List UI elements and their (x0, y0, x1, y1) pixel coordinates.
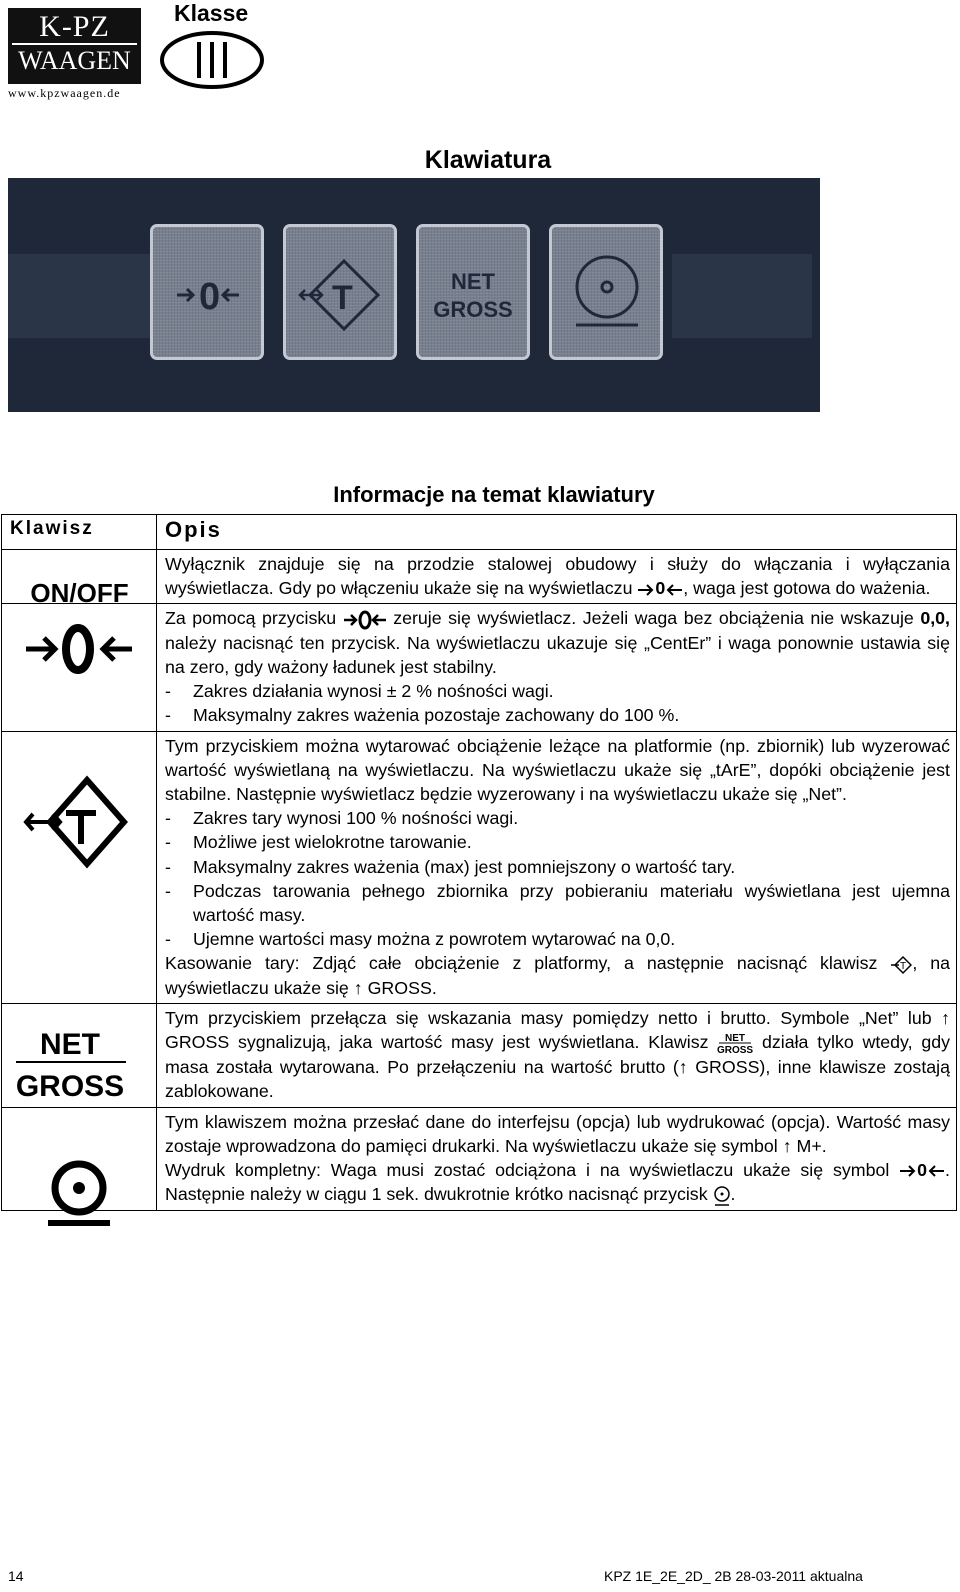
text: M+. (791, 1135, 827, 1156)
list-item (165, 879, 950, 927)
paragraph (165, 1158, 950, 1207)
stable-arrow-symbol: ↑ (941, 1007, 950, 1028)
list-text: Możliwe jest wielokrotne tarowanie. (193, 832, 472, 853)
list-text: Maksymalny zakres ważenia pozostaje zachowany do 100 %. (193, 705, 680, 726)
onoff-label: ON/OFF (30, 578, 129, 608)
zero-arrows-icon (2, 604, 157, 714)
table-row (2, 550, 957, 604)
svg-text:NET: NET (451, 269, 495, 294)
key-cell-net-gross (2, 1003, 157, 1107)
bullet: - (165, 808, 171, 829)
list-text: Zakres działania wynosi ± 2 % nośności wagi. (193, 681, 554, 702)
bullet: - (165, 832, 171, 853)
svg-text:0: 0 (199, 276, 221, 318)
list-item (165, 679, 950, 703)
key-cell-onoff (2, 550, 157, 608)
logo-url: www.kpzwaagen.de (8, 86, 121, 100)
klasse-iii-icon (160, 0, 270, 92)
text: , na wyświetlaczu ukaże się (165, 953, 950, 998)
text: GROSS sygnalizują, jaka wartość masy jest wyświetlana. Klawisz (165, 1031, 718, 1052)
svg-text:T: T (900, 960, 907, 972)
text: działa tylko wtedy, gdy masa została wytarowana. Po przełączeniu na wartość brutto ( (165, 1031, 950, 1078)
paragraph: Tym przyciskiem można wytarować obciążenie leżące na platformie (np. zbiornik) lub wyzerować wartość wyświetlaną na wyświetlaczu. Na wyświetlaczu ukaże się „tArE”, dopóki obciążenie jest stabilne. Następnie wyświetlacz będzie wyzerowany i na wyświetlaczu ukaże się „Net”. (165, 735, 950, 804)
tare-diamond-icon (2, 732, 157, 1022)
text: Kasowanie tary: Zdjąć całe obciążenie z platformy, a następnie nacisnąć klawisz (165, 953, 891, 974)
list-text: Podczas tarowania pełnego zbiornika przy pobieraniu materiału wyświetlana jest ujemna wartość masy. (193, 880, 950, 925)
table-row (2, 1107, 957, 1210)
desc-cell-tare (157, 731, 957, 1003)
svg-text:GROSS: GROSS (433, 297, 513, 322)
list-text: Zakres tary wynosi 100 % nośności wagi. (193, 808, 519, 829)
paragraph (165, 951, 950, 999)
text: Wyłącznik znajduje się na przodzie stalowej obudowy i służy do włączania i wyłączania wyświetlacza. Gdy po włączeniu ukaże się na wyświetlaczu (165, 554, 950, 599)
stable-arrow-symbol: ↑ (353, 977, 363, 998)
left-arrow-icon (665, 583, 683, 597)
page-number: 14 (8, 1568, 24, 1584)
table-row (2, 1003, 957, 1107)
bold-value: 0,0, (920, 608, 950, 629)
paragraph (165, 552, 950, 600)
net-gross-icon (2, 1004, 157, 1104)
svg-text:GROSS: GROSS (717, 1045, 754, 1056)
list-item (165, 855, 950, 879)
text: Tym klawiszem można przesłać dane do interfejsu (opcja) lub wydrukować (opcja). Wartość masy zostaje wprowadzona do pamięci drukarki. Na wyświetlaczu ukaże się symbol (165, 1111, 950, 1156)
doc-reference: KPZ 1E_2E_2D_ 2B 28-03-2011 aktualna (604, 1568, 863, 1584)
bullet: - (165, 929, 171, 950)
left-arrow-icon (927, 1164, 945, 1178)
kpz-waagen-logo (8, 0, 141, 100)
desc-cell-net-gross (157, 1003, 957, 1107)
key-cell-tare (2, 731, 157, 1003)
bullet: - (165, 705, 171, 726)
table-row (2, 604, 957, 731)
text: GROSS. (362, 977, 437, 998)
desc-cell-zero (157, 604, 957, 731)
text: należy nacisnąć ten przycisk. Na wyświetlaczu ukazuje się „CentEr” i waga ponownie ustawia się na zero, gdy ważony ładunek jest stabilny. (165, 632, 950, 677)
net-gross-icon (419, 227, 527, 357)
list-item (165, 703, 950, 727)
text: Tym przyciskiem przełącza się wskazania masy pomiędzy netto i brutto. Symbole „Net” lub (165, 1007, 942, 1028)
list-item (165, 927, 950, 951)
klasse-label: Klasse (174, 0, 249, 26)
stable-arrow-symbol: ↑ (782, 1135, 792, 1156)
net-gross-icon (717, 1031, 753, 1055)
key-cell-zero (2, 604, 157, 731)
right-arrow-icon (899, 1164, 917, 1178)
print-circle-icon (713, 1185, 731, 1207)
right-arrow-icon (637, 583, 655, 597)
keyboard-info-table (1, 514, 957, 1211)
print-key[interactable] (549, 224, 663, 360)
text: GROSS), inne klawisze zostają zablokowane. (165, 1057, 950, 1102)
zero-key[interactable] (150, 224, 264, 360)
logo-divider (12, 43, 137, 45)
desc-cell-print (157, 1107, 957, 1210)
zero-arrows-icon (153, 227, 261, 357)
zero-arrows-icon (343, 609, 387, 631)
bullet: - (165, 856, 171, 877)
klasse-iii-mark (160, 0, 270, 92)
paragraph (165, 606, 950, 679)
svg-text:GROSS: GROSS (15, 1069, 125, 1103)
text: . (730, 1184, 736, 1205)
bullet: - (165, 681, 171, 702)
table-row (2, 731, 957, 1003)
zero-symbol: 0 (917, 1160, 928, 1181)
text: zeruje się wyświetlacz. Jeżeli waga bez obciążenia nie wskazuje (386, 608, 921, 629)
print-circle-icon (2, 1108, 157, 1248)
header-key: Klawisz (2, 515, 157, 550)
print-circle-icon (552, 227, 660, 357)
svg-text:NET: NET (725, 1033, 746, 1045)
svg-text:NET: NET (40, 1027, 100, 1061)
stable-arrow-symbol: ↑ (678, 1057, 688, 1078)
key-cell-print (2, 1107, 157, 1210)
svg-text:T: T (332, 279, 353, 317)
text: Wydruk kompletny: Waga musi zostać odciążona i na wyświetlaczu ukaże się symbol (165, 1160, 900, 1181)
tare-diamond-icon (890, 955, 912, 975)
logo-line2: WAAGEN (18, 46, 131, 75)
tare-diamond-icon (286, 227, 394, 357)
panel-strip-right (672, 254, 812, 338)
text: . Następnie należy w ciągu 1 sek. dwukrotnie krótko nacisnąć przycisk (165, 1160, 950, 1205)
keypad-panel (8, 178, 820, 412)
section-title: Klawiatura (424, 146, 552, 174)
list-text: Maksymalny zakres ważenia (max) jest pomniejszony o wartość tary. (193, 856, 736, 877)
desc-cell-onoff (157, 550, 957, 604)
list-item (165, 830, 950, 854)
logo-line1: K-PZ (39, 10, 110, 43)
table-header-row (2, 515, 957, 550)
paragraph (165, 1006, 950, 1104)
paragraph (165, 1110, 950, 1158)
net-gross-key[interactable] (416, 224, 530, 360)
info-title: Informacje na temat klawiatury (333, 482, 655, 507)
bullet: - (165, 880, 171, 901)
tare-key[interactable] (283, 224, 397, 360)
zero-symbol: 0 (655, 578, 666, 599)
header-desc: Opis (157, 515, 957, 550)
panel-strip-left (8, 254, 150, 338)
list-text: Ujemne wartości masy można z powrotem wytarować na 0,0. (193, 929, 676, 950)
text: Za pomocą przycisku (165, 608, 343, 629)
list-item (165, 806, 950, 830)
text: , waga jest gotowa do ważenia. (683, 578, 931, 599)
